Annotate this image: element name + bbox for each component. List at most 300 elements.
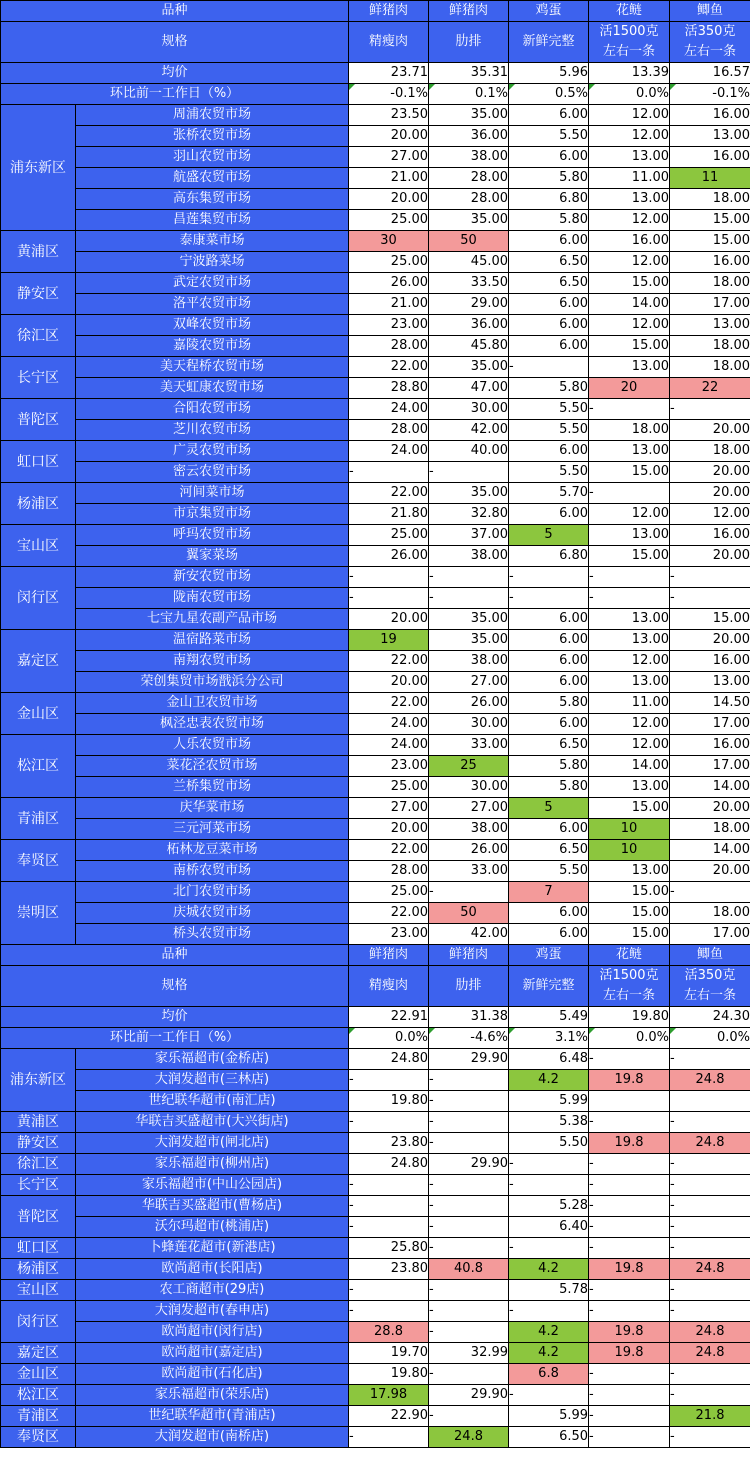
market-name: 羽山农贸市场 (76, 147, 349, 168)
price-cell: 25.00 (349, 525, 429, 546)
price-cell: 22.00 (349, 840, 429, 861)
district-cell: 松江区 (1, 1385, 76, 1406)
average-price-label: 均价 (1, 1007, 349, 1028)
header-spec-col: 新鲜完整 (509, 966, 589, 1007)
price-cell: 19.8 (589, 1259, 670, 1280)
district-cell: 崇明区 (1, 882, 76, 945)
price-cell: 6.80 (509, 189, 589, 210)
price-cell: 6.50 (509, 273, 589, 294)
price-cell: 38.00 (429, 147, 509, 168)
price-cell: 26.00 (429, 840, 509, 861)
table-row (1, 147, 750, 168)
price-cell: 16.00 (670, 525, 750, 546)
price-cell: 36.00 (429, 126, 509, 147)
price-cell: - (589, 483, 670, 504)
average-price-value: 5.49 (509, 1007, 589, 1028)
change-value: 0.0% (589, 1028, 670, 1049)
market-name: 市京集贸市场 (76, 504, 349, 525)
table-row (1, 819, 750, 840)
price-cell: 15.00 (589, 882, 670, 903)
table-row (1, 504, 750, 525)
price-cell: 4.2 (509, 1259, 589, 1280)
price-cell: 20.00 (349, 189, 429, 210)
table-row (1, 462, 750, 483)
change-value: 0.1% (429, 84, 509, 105)
change-value: -0.1% (670, 84, 750, 105)
price-cell: - (509, 1385, 589, 1406)
district-cell: 闵行区 (1, 1301, 76, 1343)
price-cell: 19 (349, 630, 429, 651)
price-cell: - (349, 1070, 429, 1091)
price-cell: 18.00 (589, 420, 670, 441)
table-row (1, 1049, 750, 1070)
price-cell: 15.00 (670, 210, 750, 231)
price-cell: - (349, 1196, 429, 1217)
price-cell: 32.80 (429, 504, 509, 525)
district-cell: 青浦区 (1, 798, 76, 840)
price-cell: - (509, 1301, 589, 1322)
market-name: 兰桥集贸市场 (76, 777, 349, 798)
price-cell: 4.2 (509, 1070, 589, 1091)
price-cell: 5.70 (509, 483, 589, 504)
price-cell: - (589, 1427, 670, 1448)
header-row-spec (1, 966, 750, 1007)
price-cell: - (589, 1280, 670, 1301)
price-cell: 25.00 (349, 777, 429, 798)
price-cell: 16.00 (670, 105, 750, 126)
district-cell: 嘉定区 (1, 1343, 76, 1364)
average-price-value: 24.30 (670, 1007, 750, 1028)
header-variety-col: 鲫鱼 (670, 945, 750, 966)
price-cell: 40.00 (429, 441, 509, 462)
price-cell: - (349, 462, 429, 483)
district-cell: 金山区 (1, 1364, 76, 1385)
district-cell: 杨浦区 (1, 1259, 76, 1280)
table-row (1, 252, 750, 273)
price-cell: 27.00 (429, 672, 509, 693)
table-row (1, 1259, 750, 1280)
price-cell: 24.8 (670, 1259, 750, 1280)
header-variety-col: 鸡蛋 (509, 945, 589, 966)
price-cell: 6.00 (509, 672, 589, 693)
price-cell: 28.00 (349, 336, 429, 357)
table-row (1, 1175, 750, 1196)
header-spec-col: 活350克 左右一条 (670, 22, 750, 63)
price-cell: 6.00 (509, 819, 589, 840)
price-cell: 29.00 (429, 294, 509, 315)
market-name: 航盛农贸市场 (76, 168, 349, 189)
average-price-value: 16.57 (670, 63, 750, 84)
header-variety-col: 花鲢 (589, 1, 670, 22)
price-cell: 11.00 (589, 168, 670, 189)
price-cell: 20.00 (670, 420, 750, 441)
price-cell: - (589, 1217, 670, 1238)
table-row (1, 777, 750, 798)
market-name: 柘林龙豆菜市场 (76, 840, 349, 861)
price-cell: 5.50 (509, 399, 589, 420)
price-cell: 33.00 (429, 735, 509, 756)
price-cell: 16.00 (670, 735, 750, 756)
price-cell: 25.80 (349, 1238, 429, 1259)
price-cell: 45.00 (429, 252, 509, 273)
price-cell: 12.00 (589, 651, 670, 672)
market-name: 泰康菜市场 (76, 231, 349, 252)
price-cell: 15.00 (670, 231, 750, 252)
table-row (1, 273, 750, 294)
market-name: 枫泾忠表农贸市场 (76, 714, 349, 735)
table-row (1, 189, 750, 210)
price-cell: 6.50 (509, 840, 589, 861)
market-name: 华联吉买盛超市(曹杨店) (76, 1196, 349, 1217)
price-cell: - (349, 1280, 429, 1301)
price-cell: 23.80 (349, 1133, 429, 1154)
market-name: 大润发超市(三林店) (76, 1070, 349, 1091)
price-cell: - (670, 1385, 750, 1406)
price-cell: - (670, 1217, 750, 1238)
price-cell: 15.00 (589, 462, 670, 483)
price-cell: 22.00 (349, 903, 429, 924)
price-cell: 6.00 (509, 924, 589, 945)
header-variety-col: 鲫鱼 (670, 1, 750, 22)
price-cell: 5.80 (509, 168, 589, 189)
market-name: 嘉陵农贸市场 (76, 336, 349, 357)
price-cell: 4.2 (509, 1343, 589, 1364)
table-row (1, 630, 750, 651)
table-row (1, 567, 750, 588)
price-cell: 5.50 (509, 861, 589, 882)
price-cell: - (429, 1406, 509, 1427)
change-value: 0.0% (670, 1028, 750, 1049)
market-name: 桥头农贸市场 (76, 924, 349, 945)
price-cell: 30 (349, 231, 429, 252)
market-name: 翼家菜场 (76, 546, 349, 567)
market-name: 宁波路菜场 (76, 252, 349, 273)
table-row (1, 609, 750, 630)
price-cell: 5.80 (509, 210, 589, 231)
price-cell: 7 (509, 882, 589, 903)
market-name: 家乐福超市(柳州店) (76, 1154, 349, 1175)
price-cell: - (589, 567, 670, 588)
price-cell: 29.90 (429, 1154, 509, 1175)
price-cell: - (670, 1175, 750, 1196)
district-cell: 松江区 (1, 735, 76, 798)
change-row (1, 84, 750, 105)
price-cell: 13.00 (589, 861, 670, 882)
price-cell: 13.00 (589, 777, 670, 798)
price-cell: 25.00 (349, 882, 429, 903)
price-cell: 24.00 (349, 441, 429, 462)
market-name: 家乐福超市(荣乐店) (76, 1385, 349, 1406)
price-cell: 14.00 (589, 294, 670, 315)
district-cell: 普陀区 (1, 399, 76, 441)
price-cell: 20 (589, 378, 670, 399)
header-spec: 规格 (1, 22, 349, 63)
price-cell: 36.00 (429, 315, 509, 336)
price-cell: 11 (670, 168, 750, 189)
market-name: 大润发超市(闸北店) (76, 1133, 349, 1154)
price-cell: 20.00 (670, 630, 750, 651)
table-row (1, 672, 750, 693)
price-cell: 20.00 (670, 546, 750, 567)
price-cell: 21.8 (670, 1406, 750, 1427)
market-name: 人乐农贸市场 (76, 735, 349, 756)
price-cell: 22.00 (349, 693, 429, 714)
district-cell: 浦东新区 (1, 1049, 76, 1112)
table-row (1, 1385, 750, 1406)
header-variety-col: 鲜猪肉 (349, 1, 429, 22)
header-variety-col: 鲜猪肉 (429, 1, 509, 22)
price-cell: 6.00 (509, 105, 589, 126)
table-row (1, 399, 750, 420)
price-cell: 6.00 (509, 609, 589, 630)
table-row (1, 1301, 750, 1322)
district-cell: 长宁区 (1, 1175, 76, 1196)
price-cell: 47.00 (429, 378, 509, 399)
average-price-row (1, 63, 750, 84)
price-cell: 15.00 (589, 903, 670, 924)
price-cell: 42.00 (429, 420, 509, 441)
price-cell: - (670, 1049, 750, 1070)
price-cell: 5.38 (509, 1112, 589, 1133)
change-value: 0.5% (509, 84, 589, 105)
price-cell: 17.00 (670, 294, 750, 315)
table-row (1, 588, 750, 609)
price-cell: - (670, 1196, 750, 1217)
price-cell: 25.00 (349, 210, 429, 231)
price-cell: - (349, 588, 429, 609)
market-name: 世纪联华超市(南汇店) (76, 1091, 349, 1112)
price-cell: 19.80 (349, 1364, 429, 1385)
price-cell: 14.00 (670, 777, 750, 798)
price-cell: 38.00 (429, 651, 509, 672)
price-cell: 22 (670, 378, 750, 399)
price-cell: 13.00 (670, 315, 750, 336)
table-row (1, 651, 750, 672)
market-name: 大润发超市(南桥店) (76, 1427, 349, 1448)
price-cell: 4.2 (509, 1322, 589, 1343)
price-cell: 6.00 (509, 903, 589, 924)
price-cell: 26.00 (429, 693, 509, 714)
price-cell: - (429, 1280, 509, 1301)
price-cell: 13.00 (589, 525, 670, 546)
market-name: 美天虹康农贸市场 (76, 378, 349, 399)
header-variety: 品种 (1, 945, 349, 966)
table-row (1, 924, 750, 945)
market-name: 陇南农贸市场 (76, 588, 349, 609)
district-cell: 黄浦区 (1, 231, 76, 273)
price-cell: - (349, 1112, 429, 1133)
market-name: 华联吉买盛超市(大兴街店) (76, 1112, 349, 1133)
price-cell: - (670, 1238, 750, 1259)
header-row-variety (1, 945, 750, 966)
district-cell: 徐汇区 (1, 315, 76, 357)
table-row (1, 1217, 750, 1238)
district-cell: 闵行区 (1, 567, 76, 630)
price-cell: 19.8 (589, 1343, 670, 1364)
price-cell: 23.00 (349, 315, 429, 336)
price-cell: 6.50 (509, 252, 589, 273)
price-cell: 18.00 (670, 819, 750, 840)
price-cell: 13.00 (670, 672, 750, 693)
market-name: 广灵农贸市场 (76, 441, 349, 462)
price-cell: 6.00 (509, 294, 589, 315)
market-name: 欧尚超市(长阳店) (76, 1259, 349, 1280)
market-name: 密云农贸市场 (76, 462, 349, 483)
price-cell: 14.50 (670, 693, 750, 714)
market-name: 菜花泾农贸市场 (76, 756, 349, 777)
price-cell: 10 (589, 840, 670, 861)
market-name: 家乐福超市(金桥店) (76, 1049, 349, 1070)
price-cell: - (589, 1154, 670, 1175)
price-cell: - (509, 1238, 589, 1259)
price-cell: 19.8 (589, 1322, 670, 1343)
price-cell: 11.00 (589, 693, 670, 714)
average-price-value: 35.31 (429, 63, 509, 84)
price-cell: 32.99 (429, 1343, 509, 1364)
price-cell: 20.00 (349, 609, 429, 630)
price-cell: 42.00 (429, 924, 509, 945)
price-cell: 37.00 (429, 525, 509, 546)
price-cell: 22.90 (349, 1406, 429, 1427)
table-row (1, 441, 750, 462)
table-row (1, 1133, 750, 1154)
price-cell: 21.00 (349, 168, 429, 189)
district-cell: 奉贤区 (1, 840, 76, 882)
header-variety-col: 鸡蛋 (509, 1, 589, 22)
price-cell: 6.50 (509, 1427, 589, 1448)
header-spec-col: 活350克 左右一条 (670, 966, 750, 1007)
table-row (1, 168, 750, 189)
price-cell: 16.00 (670, 252, 750, 273)
change-value: -0.1% (349, 84, 429, 105)
price-cell: 35.00 (429, 105, 509, 126)
price-cell: 6.48 (509, 1049, 589, 1070)
price-cell: 17.00 (670, 756, 750, 777)
market-name: 卜蜂莲花超市(新港店) (76, 1238, 349, 1259)
price-cell: - (349, 567, 429, 588)
price-cell: 20.00 (349, 819, 429, 840)
market-name: 武定农贸市场 (76, 273, 349, 294)
price-cell: - (509, 357, 589, 378)
price-cell: - (670, 882, 750, 903)
price-cell: 14.00 (670, 840, 750, 861)
price-cell: 28.00 (349, 861, 429, 882)
market-name: 新安农贸市场 (76, 567, 349, 588)
district-cell: 金山区 (1, 693, 76, 735)
price-cell: 20.00 (670, 462, 750, 483)
price-cell: - (589, 1406, 670, 1427)
header-spec-col: 精瘦肉 (349, 966, 429, 1007)
price-cell: - (509, 588, 589, 609)
price-cell: 23.50 (349, 105, 429, 126)
price-cell: 5 (509, 525, 589, 546)
table-row (1, 210, 750, 231)
table-row (1, 1070, 750, 1091)
price-cell: - (429, 1238, 509, 1259)
price-cell: 6.40 (509, 1217, 589, 1238)
price-cell: 29.90 (429, 1385, 509, 1406)
price-cell: - (429, 1322, 509, 1343)
price-cell: 16.00 (670, 651, 750, 672)
market-name: 三元河菜市场 (76, 819, 349, 840)
price-cell: 5.80 (509, 378, 589, 399)
price-cell: 6.00 (509, 336, 589, 357)
header-spec-col: 肋排 (429, 966, 509, 1007)
district-cell: 宝山区 (1, 1280, 76, 1301)
table-row (1, 1238, 750, 1259)
price-cell: 5.50 (509, 420, 589, 441)
change-value: 3.1% (509, 1028, 589, 1049)
price-cell: 24.00 (349, 735, 429, 756)
price-cell: - (670, 588, 750, 609)
price-cell: 13.00 (589, 672, 670, 693)
price-cell: - (670, 1364, 750, 1385)
price-cell (589, 1091, 670, 1112)
price-cell: - (429, 1217, 509, 1238)
price-cell: 18.00 (670, 357, 750, 378)
price-cell: 50 (429, 903, 509, 924)
price-cell: - (670, 567, 750, 588)
price-cell: - (670, 1112, 750, 1133)
header-variety: 品种 (1, 1, 349, 22)
price-cell: 24.80 (349, 1154, 429, 1175)
table-row (1, 840, 750, 861)
price-cell: - (429, 588, 509, 609)
price-cell: 12.00 (589, 714, 670, 735)
district-cell: 宝山区 (1, 525, 76, 567)
price-cell: 18.00 (670, 903, 750, 924)
price-cell: 21.00 (349, 294, 429, 315)
price-cell: 27.00 (429, 798, 509, 819)
price-cell: 28.00 (349, 420, 429, 441)
price-cell: 6.00 (509, 504, 589, 525)
price-cell: - (589, 1238, 670, 1259)
market-name: 庆华菜市场 (76, 798, 349, 819)
price-cell: - (429, 882, 509, 903)
market-name: 北门农贸市场 (76, 882, 349, 903)
price-cell: 17.00 (670, 714, 750, 735)
table-row (1, 1091, 750, 1112)
table-row (1, 1343, 750, 1364)
price-cell: 18.00 (670, 336, 750, 357)
price-cell: - (589, 588, 670, 609)
price-cell: 19.8 (589, 1070, 670, 1091)
market-name: 美天程桥农贸市场 (76, 357, 349, 378)
price-cell: 20.00 (349, 126, 429, 147)
average-price-value: 22.91 (349, 1007, 429, 1028)
price-cell (670, 1091, 750, 1112)
change-row (1, 1028, 750, 1049)
price-cell: 5.50 (509, 126, 589, 147)
price-cell: 23.00 (349, 924, 429, 945)
price-cell: - (670, 399, 750, 420)
price-cell: 23.00 (349, 756, 429, 777)
price-cell: 6.00 (509, 231, 589, 252)
table-row (1, 903, 750, 924)
market-name: 张桥农贸市场 (76, 126, 349, 147)
price-cell: 6.00 (509, 714, 589, 735)
price-cell: - (349, 1427, 429, 1448)
price-cell: 13.00 (589, 630, 670, 651)
price-cell: 38.00 (429, 819, 509, 840)
market-name: 沃尔玛超市(桃浦店) (76, 1217, 349, 1238)
price-cell: 19.8 (589, 1133, 670, 1154)
change-label: 环比前一工作日（%） (1, 1028, 349, 1049)
market-name: 芝川农贸市场 (76, 420, 349, 441)
price-cell: 20.00 (670, 798, 750, 819)
price-cell: 25 (429, 756, 509, 777)
table-row (1, 756, 750, 777)
